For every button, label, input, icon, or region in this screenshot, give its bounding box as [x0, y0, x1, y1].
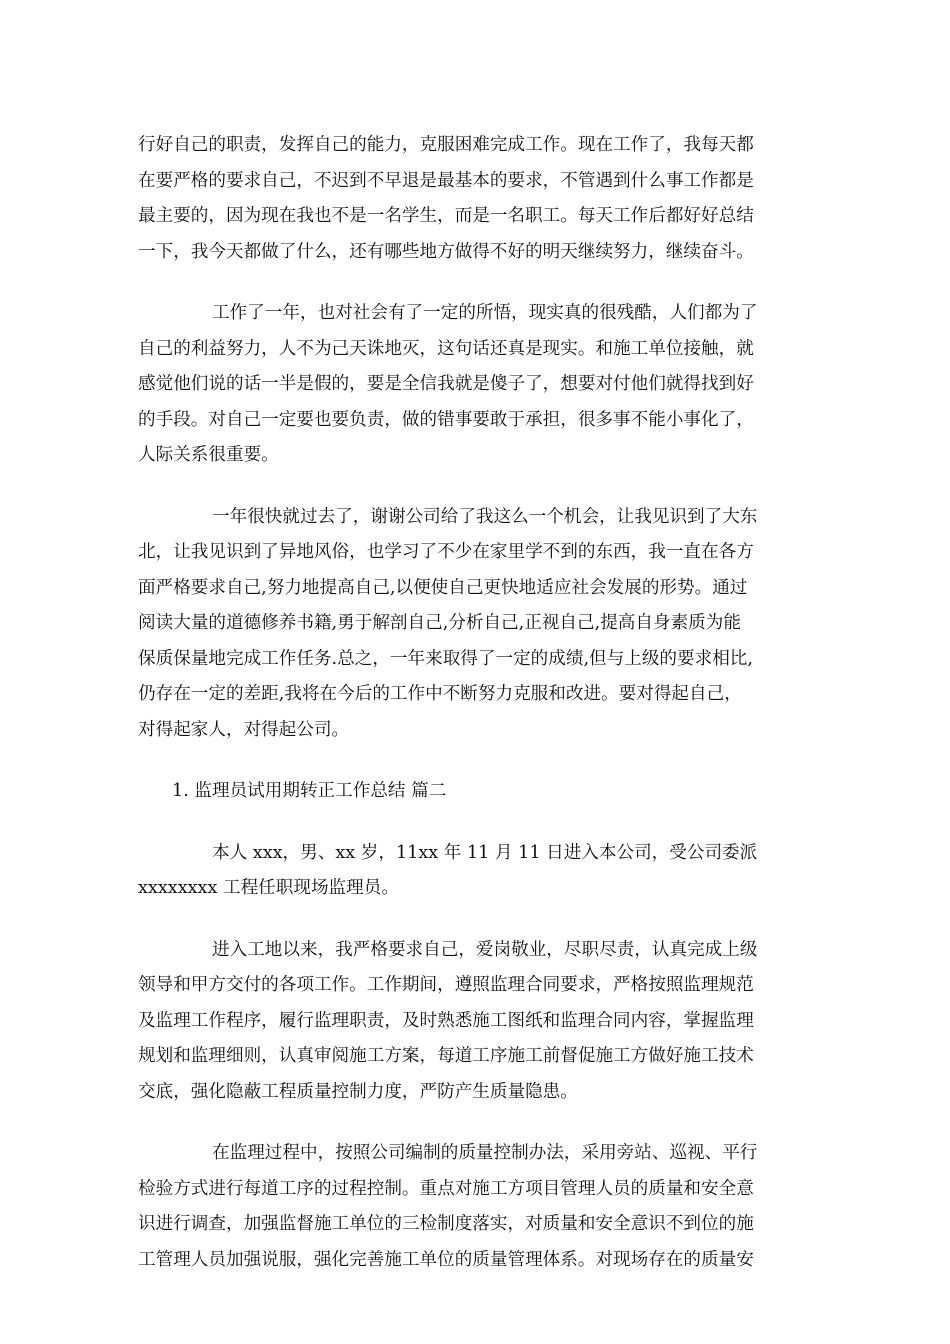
- document-page: [138, 128, 814, 1304]
- text-line: 本人 xxx，男、xx 岁，11xx 年 11 月 11 日进入本公司，受公司委派: [212, 842, 758, 863]
- text-line: 领导和甲方交付的各项工作。工作期间，遵照监理合同要求，严格按照监理规范: [138, 975, 754, 995]
- text-line: 进入工地以来，我严格要求自己，爱岗敬业，尽职尽责，认真完成上级: [212, 939, 758, 960]
- text-line: 规划和监理细则，认真审阅施工方案，每道工序施工前督促施工方做好施工技术: [138, 1046, 754, 1066]
- text-line: 在要严格的要求自己，不迟到不早退是最基本的要求，不管遇到什么事工作都是: [138, 170, 754, 191]
- text-line: 保质保量地完成工作任务.总之，一年来取得了一定的成绩,但与上级的要求相比,: [138, 648, 753, 669]
- text-line: 对得起家人，对得起公司。: [138, 719, 350, 740]
- paragraph-6: [138, 1136, 814, 1278]
- text-line: 检验方式进行每道工序的过程控制。重点对施工方项目管理人员的质量和安全意: [138, 1178, 754, 1199]
- text-line: 感觉他们说的话一半是假的，要是全信我就是傻子了，想要对付他们就得找到好: [138, 374, 754, 394]
- text-line: 在监理过程中，按照公司编制的质量控制办法，采用旁站、巡视、平行: [212, 1143, 758, 1163]
- paragraph-5: [138, 933, 814, 1111]
- text-line: xxxxxxxx 工程任职现场监理员。: [138, 878, 399, 898]
- paragraph-4: [138, 836, 814, 907]
- text-line: 一下，我今天都做了什么，还有哪些地方做得不好的明天继续努力，继续奋斗。: [138, 241, 754, 262]
- paragraph-3: [138, 500, 814, 749]
- text-line: 工作了一年，也对社会有了一定的所悟，现实真的很残酷，人们都为了: [212, 303, 758, 323]
- text-line: 仍存在一定的差距,我将在今后的工作中不断努力克服和改进。要对得起自己，: [138, 684, 742, 704]
- text-line: 工管理人员加强说服，强化完善施工单位的质量管理体系。对现场存在的质量安: [138, 1249, 754, 1270]
- paragraph-2: [138, 296, 814, 474]
- text-line: 及监理工作程序，履行监理职责，及时熟悉施工图纸和监理合同内容，掌握监理: [138, 1010, 754, 1031]
- section-heading: [138, 774, 814, 810]
- text-line: 一年很快就过去了，谢谢公司给了我这么一个机会，让我见识到了大东: [212, 506, 758, 527]
- paragraph-1: [138, 128, 814, 270]
- text-line: 阅读大量的道德修养书籍,勇于解剖自己,分析自己,正视自己,提高自身素质为能: [138, 613, 741, 633]
- text-line: 行好自己的职责，发挥自己的能力，克服困难完成工作。现在工作了，我每天都: [138, 135, 754, 155]
- text-line: 自己的利益努力，人不为己天诛地灭，这句话还真是现实。和施工单位接触，就: [138, 338, 754, 359]
- section-heading-text: 1. 监理员试用期转正工作总结 篇二: [172, 781, 447, 801]
- text-line: 最主要的，因为现在我也不是一名学生，而是一名职工。每天工作后都好好总结: [138, 206, 754, 226]
- text-line: 人际关系很重要。: [138, 445, 279, 465]
- text-line: 交底，强化隐蔽工程质量控制力度，严防产生质量隐患。: [138, 1081, 578, 1102]
- text-line: 北，让我见识到了异地风俗，也学习了不少在家里学不到的东西，我一直在各方: [138, 542, 754, 562]
- text-line: 面严格要求自己,努力地提高自己,以便使自己更快地适应社会发展的形势。通过: [138, 577, 748, 598]
- text-line: 识进行调查，加强监督施工单位的三检制度落实，对质量和安全意识不到位的施: [138, 1214, 754, 1234]
- text-line: 的手段。对自己一定要也要负责，做的错事要敢于承担，很多事不能小事化了，: [138, 409, 754, 430]
